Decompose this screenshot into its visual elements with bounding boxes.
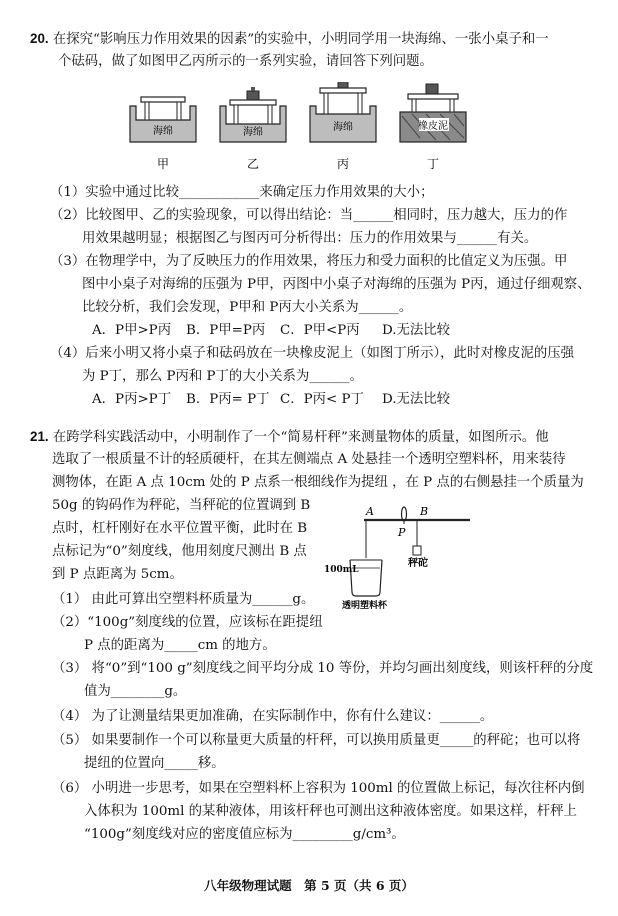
q21-part-6-line-1: （6） 小明进一步思考，如果在空塑料杯上容积为 100ml 的位置做上标记，每次往杯内倒 xyxy=(52,781,585,796)
figure-yi-label: 乙 xyxy=(246,157,260,171)
q20-part-4-option-c: C．P丙< P丁 xyxy=(280,392,364,407)
figure-yi xyxy=(220,87,286,171)
q21-part-3-line-2: 值为________g。 xyxy=(84,684,187,699)
q21-stem-line-1 xyxy=(30,428,549,447)
q20-part-4-line-1: （4）后来小明又将小桌子和砝码放在一块橡皮泥上（如图丁所示），此时对橡皮泥的压强 xyxy=(50,346,575,361)
q21-part-2-line-1: （2）“100g”刻度线的位置，应该标在距提纽 xyxy=(52,615,323,630)
figure-ding-material: 橡皮泥 xyxy=(418,121,448,132)
q20-stem-line-2: 个砝码，做了如图甲乙丙所示的一系列实验，请回答下列问题。 xyxy=(58,54,433,69)
figure-jia-material: 海绵 xyxy=(153,126,173,137)
q21-stem-line-7: 到 P 点距离为 5cm。 xyxy=(52,567,183,582)
q21-part-1: （1） 由此可算出空塑料杯质量为______g。 xyxy=(52,592,315,607)
q20-part-4-line-2: 为 P丁，那么 P丙和 P丁的大小关系为______。 xyxy=(82,369,363,384)
q21-stem-text-1: 在跨学科实践活动中，小明制作了一个“简易杆秤”来测量物体的质量，如图所示。他 xyxy=(52,430,549,445)
q20-figures xyxy=(120,82,480,174)
q20-part-3-option-a: A．P甲>P丙 xyxy=(92,323,172,338)
page-footer: 八年级物理试题 第 5 页（共 6 页） xyxy=(204,878,414,893)
q21-part-6-line-2: 入体积为 100ml 的某种液体，用该杆秤也可测出这种液体密度。如果这样，杆秤上 xyxy=(84,804,577,819)
q21-number: 21. xyxy=(30,429,49,444)
figure-yi-material: 海绵 xyxy=(243,127,263,138)
q21-stem-line-3: 测物体，在距 A 点 10cm 处的 P 点系一根细线作为提纽 ，在 P 点的右侧悬挂一个质量为 xyxy=(52,475,584,490)
q21-part-6-line-3: “100g”刻度线对应的密度值应标为_________g/cm³。 xyxy=(84,827,405,842)
figure-bing-label: 丙 xyxy=(336,157,350,171)
point-a-label: A xyxy=(366,505,374,518)
point-b-label: B xyxy=(420,505,429,518)
figure-bing-material: 海绵 xyxy=(333,122,353,133)
q21-stem-line-4: 50g 的钩码作为秤砣，当秤砣的位置调到 B xyxy=(52,498,311,513)
weight-block xyxy=(413,546,421,555)
q21-stem-line-2: 选取了一根质量不计的轻质硬杆，在其左侧端点 A 处悬挂一个透明空塑料杯，用来装待 xyxy=(52,452,566,467)
weight-label: 秤砣 xyxy=(408,558,428,569)
q20-part-3-option-b: B．P甲=P丙 xyxy=(186,323,266,338)
q20-part-3-option-c: C．P甲<P丙 xyxy=(280,323,360,338)
q20-part-2-line-1: （2）比较图甲、乙的实验现象，可以得出结论：当______相同时，压力越大，压力的作 xyxy=(50,208,568,223)
figure-jia-label: 甲 xyxy=(156,157,170,171)
q20-part-4-option-a: A．P丙>P丁 xyxy=(92,392,172,407)
q20-part-3-line-2: 图中小桌子对海绵的压强为 P甲，丙图中小桌子对海绵的压强为 P丙，通过仔细观察、 xyxy=(82,277,591,292)
q21-stem-line-6: 点标记为“0”刻度线，他用刻度尺测出 B 点 xyxy=(52,544,307,559)
q21-part-5-line-2: 提纽的位置向_____移。 xyxy=(84,756,225,771)
q20-part-4-option-b: B．P丙= P丁 xyxy=(186,392,270,407)
q21-part-2-line-2: P 点的距离为_____cm 的地方。 xyxy=(84,638,276,653)
q20-stem-line-1 xyxy=(30,30,549,49)
cup-label: 透明塑料杯 xyxy=(342,601,388,610)
figure-ding xyxy=(400,84,466,171)
point-p-label: P xyxy=(398,526,406,539)
q21-part-5-line-1: （5） 如果要制作一个可以称量更大质量的杆秤，可以换用质量更_____的秤砣；也可以将 xyxy=(52,733,581,748)
q20-part-2-line-2: 用效果越明显；根据图乙与图丙可分析得出：压力的作用效果与______有关。 xyxy=(82,231,538,246)
q20-part-4-option-d: D.无法比较 xyxy=(382,392,451,407)
figure-bing xyxy=(310,82,376,171)
figure-jia xyxy=(130,97,196,171)
figure-ding-label: 丁 xyxy=(426,157,440,171)
q21-steelyard-figure xyxy=(322,500,492,610)
q20-number: 20. xyxy=(30,31,49,46)
q20-part-3-line-3: 比较分析，我们会发现，P甲和 P丙大小关系为______。 xyxy=(82,300,413,315)
q20-part-3-option-d: D.无法比较 xyxy=(382,323,451,338)
q21-stem-line-5: 点时，杠杆刚好在水平位置平衡，此时在 B xyxy=(52,521,308,536)
cup-volume-label: 100mL xyxy=(324,565,359,575)
q21-part-4: （4） 为了让测量结果更加准确，在实际制作中，你有什么建议：______。 xyxy=(52,709,494,724)
q20-part-1: （1）实验中通过比较____________来确定压力作用效果的大小； xyxy=(50,185,434,200)
q21-part-3-line-1: （3） 将“0”到“100 g”刻度线之间平均分成 10 等份，并均匀画出刻度线，则该杆秤的分度 xyxy=(52,661,594,676)
q20-stem-text-1: 在探究“影响压力作用效果的因素”的实验中，小明同学用一块海绵、一张小桌子和一 xyxy=(52,32,549,47)
q20-part-3-line-1: （3）在物理学中，为了反映压力的作用效果，将压力和受力面积的比值定义为压强。甲 xyxy=(50,254,568,269)
